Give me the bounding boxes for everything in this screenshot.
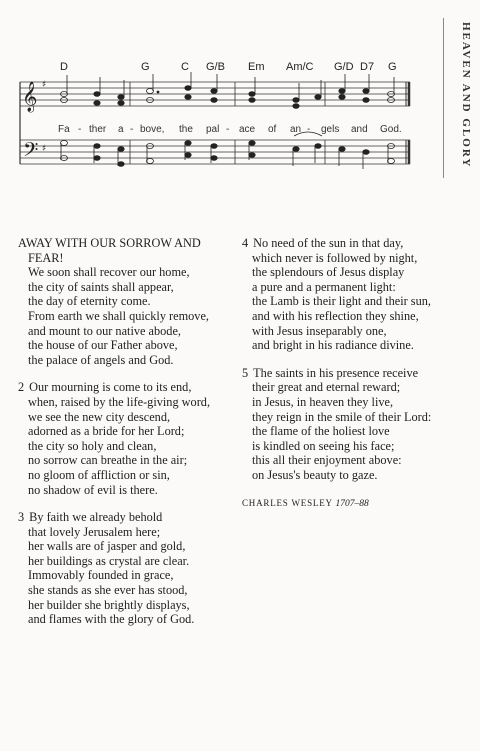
verse-first-line: AWAY WITH OUR SORROW AND [18, 236, 201, 250]
verse-line: FEAR! [28, 250, 64, 265]
verse-line: and with his reflection they shine, [252, 308, 419, 323]
lyric-syllable: of [268, 124, 277, 135]
lyric-syllable: - [226, 124, 230, 135]
lyric-syllable: - [130, 124, 134, 135]
lyrics-column-left [18, 236, 240, 640]
verse-line: their great and eternal reward; [252, 380, 401, 395]
verse-number: 3 [18, 510, 25, 525]
verse-3 [18, 510, 240, 627]
lyric-syllable: pal [206, 124, 220, 135]
verse-line: which never is followed by night, [252, 250, 418, 265]
chord: Am/C [286, 61, 314, 73]
verse-5 [242, 366, 464, 483]
lyric-syllable: and [351, 124, 368, 135]
lyric-syllable: a [118, 124, 124, 135]
verse-line: a pure and a permanent light: [252, 279, 396, 294]
lyric-syllable: ace [239, 124, 256, 135]
verse-line: her walls are of jasper and gold, [28, 539, 186, 554]
verse-line: From earth we shall quickly remove, [28, 308, 209, 323]
author-credit [242, 496, 464, 512]
verse-2 [18, 380, 240, 497]
chord: G [388, 61, 397, 73]
verse-line: no shadow of evil is there. [28, 482, 158, 497]
verse-line: and mount to our native abode, [28, 323, 181, 338]
verse-1 [18, 236, 240, 367]
lyric-syllable: - [307, 124, 311, 135]
verse-line: no sorrow can breathe in the air; [28, 453, 188, 468]
chord: G/B [206, 61, 225, 73]
verse-line: on Jesus's beauty to gaze. [252, 467, 378, 482]
verse-line: we see the new city descend, [28, 409, 171, 424]
verse-first-line [242, 366, 464, 381]
verse-line: the flame of the holiest love [252, 424, 390, 439]
verse-first-line [242, 236, 464, 251]
verse-line: she stands as she ever has stood, [28, 583, 188, 598]
lyric-syllable: Fa [58, 124, 70, 135]
chord: G [141, 61, 150, 73]
side-rule [443, 18, 444, 178]
chord: D [60, 61, 68, 73]
section-title: HEAVEN AND GLORY [460, 22, 472, 169]
verse-number: 4 [242, 236, 249, 250]
verse-line: the day of eternity come. [28, 294, 151, 309]
verse-line: when, raised by the life-giving word, [28, 394, 211, 409]
verse-first-line [18, 380, 240, 395]
verse-line: in Jesus, in heaven they live, [252, 394, 394, 409]
lyrics-column-right [242, 236, 464, 511]
verse-line: and bright in his radiance divine. [252, 338, 414, 353]
lyric-syllable: gels [321, 124, 340, 135]
verse-first-line [18, 510, 240, 525]
verse-line: the city of saints shall appear, [28, 279, 174, 294]
verse-number: 5 [242, 365, 249, 380]
verse-line: the Lamb is their light and their sun, [252, 294, 431, 309]
verse-number: 2 [18, 380, 25, 395]
verse-line: they reign in the smile of their Lord: [252, 409, 432, 424]
verse-line: with Jesus inseparably one, [252, 323, 387, 338]
lyric-syllable: bove, [140, 124, 165, 135]
lyric-syllable: the [179, 124, 193, 135]
svg-text:𝄞: 𝄞 [22, 82, 38, 112]
chord: G/D [334, 61, 354, 73]
verse-first-line-text: Our mourning is come to its end, [29, 380, 192, 395]
verse-line: is kindled on seeing his face; [252, 438, 395, 453]
verse-first-line-text: No need of the sun in that day, [253, 236, 404, 250]
verse-line: that lovely Jerusalem here; [28, 524, 161, 539]
verse-4 [242, 236, 464, 353]
svg-text:♯: ♯ [42, 80, 47, 90]
svg-text:♯: ♯ [42, 144, 47, 154]
verse-line: no gloom of affliction or sin, [28, 467, 170, 482]
lyric-syllable: an [290, 124, 302, 135]
chord: D7 [360, 61, 375, 73]
verse-line: Immovably founded in grace, [28, 568, 174, 583]
verse-line: adorned as a bride for her Lord; [28, 424, 185, 439]
chord: C [181, 61, 189, 73]
verse-line: the palace of angels and God. [28, 352, 174, 367]
chord: Em [248, 61, 265, 73]
verse-line: the splendours of Jesus display [252, 265, 405, 280]
lyric-syllable: God. [380, 124, 402, 135]
verse-line: her builder she brightly displays, [28, 597, 190, 612]
verse-line: her buildings as crystal are clear. [28, 553, 190, 568]
lyric-syllable: - [78, 124, 82, 135]
verse-line: this all their enjoyment above: [252, 453, 402, 468]
verse-line: We soon shall recover our home, [28, 265, 190, 280]
lyric-syllable: ther [89, 124, 107, 135]
verse-line: the city so holy and clean, [28, 438, 157, 453]
verse-line: and flames with the glory of God. [28, 612, 195, 627]
svg-text:𝄢: 𝄢 [23, 138, 39, 166]
author-years: 1707–88 [335, 498, 369, 509]
verse-first-line-text: By faith we already behold [29, 510, 163, 525]
verse-first-line-text: The saints in his presence receive [253, 365, 419, 380]
lyric-line [0, 124, 430, 138]
author-name: CHARLES WESLEY [242, 497, 333, 508]
verse-line: the house of our Father above, [28, 338, 178, 353]
